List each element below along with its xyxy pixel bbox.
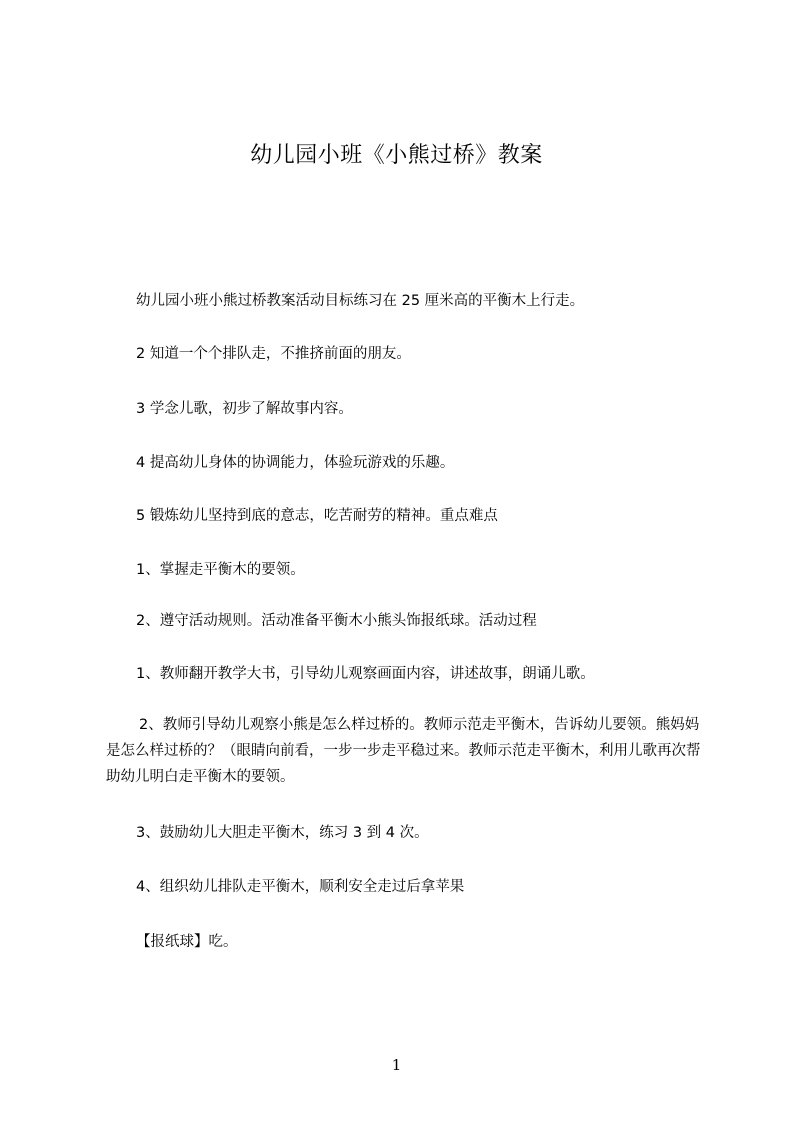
paragraph-newspaper-ball: 【报纸球】吃。: [136, 934, 238, 950]
paragraph-process-3: 3、鼓励幼儿大胆走平衡木，练习 3 到 4 次。: [136, 825, 429, 841]
paragraph-process-4: 4、组织幼儿排队走平衡木，顺利安全走过后拿苹果: [136, 879, 465, 895]
paragraph-goal-2: 2 知道一个个排队走，不推挤前面的朋友。: [136, 346, 411, 362]
paragraph-goal-5: 5 锻炼幼儿坚持到底的意志，吃苦耐劳的精神。重点难点: [136, 508, 498, 524]
page-number: 1: [391, 1056, 402, 1074]
paragraph-process-2: 2、教师引导幼儿观察小熊是怎么样过桥的。教师示范走平衡木，告诉幼儿要领。熊妈妈是怎么样过桥的？（眼睛向前看，一步一步走平稳过来。教师示范走平衡木，利用儿歌再次帮助幼儿明白走平衡木的要领。: [106, 717, 701, 785]
paragraph-key-point-1: 1、掌握走平衡木的要领。: [136, 562, 305, 578]
paragraph-process-1: 1、教师翻开教学大书，引导幼儿观察画面内容，讲述故事，朗诵儿歌。: [136, 666, 595, 682]
paragraph-objectives: 幼儿园小班小熊过桥教案活动目标练习在 25 厘米高的平衡木上行走。: [136, 293, 585, 309]
paragraph-goal-3: 3 学念儿歌，初步了解故事内容。: [136, 401, 353, 417]
paragraph-key-point-2: 2、遵守活动规则。活动准备平衡木小熊头饰报纸球。活动过程: [136, 613, 537, 629]
paragraph-goal-4: 4 提高幼儿身体的协调能力，体验玩游戏的乐趣。: [136, 455, 455, 471]
document-title: 幼儿园小班《小熊过桥》教案: [250, 143, 543, 168]
